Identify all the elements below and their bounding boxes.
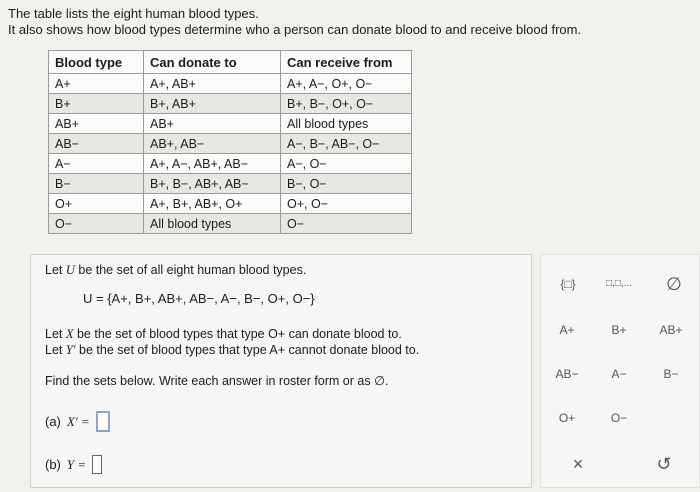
cell-blood-type: AB+ — [49, 114, 144, 134]
table-row — [49, 134, 412, 154]
cell-blood-type: O− — [49, 214, 144, 234]
palette-button-ab-pos[interactable]: AB+ — [659, 323, 683, 337]
cell-can-donate-to: A+, A−, AB+, AB− — [144, 154, 281, 174]
table-row — [49, 214, 412, 234]
table-row — [49, 94, 412, 114]
cell-can-receive-from: A−, O− — [281, 154, 412, 174]
cell-blood-type: O+ — [49, 194, 144, 214]
cell-can-donate-to: B+, AB+ — [144, 94, 281, 114]
header-can-receive-from: Can receive from — [281, 51, 412, 74]
header-can-donate-to: Can donate to — [144, 51, 281, 74]
palette-button-a-pos[interactable]: A+ — [559, 323, 575, 337]
part-b-answer-input[interactable] — [92, 455, 102, 474]
cell-can-donate-to: A+, B+, AB+, O+ — [144, 194, 281, 214]
cell-blood-type: B− — [49, 174, 144, 194]
table-row — [49, 194, 412, 214]
definition-y: Let Y′ be the set of blood types that type A+ cannot donate blood to. — [45, 343, 420, 357]
undo-icon[interactable]: ↺ — [656, 454, 672, 474]
cell-can-receive-from: B−, O− — [281, 174, 412, 194]
cell-blood-type: AB− — [49, 134, 144, 154]
question-panel — [30, 254, 532, 488]
palette-button-a-neg[interactable]: A− — [611, 367, 627, 381]
empty-set-button[interactable]: ∅ — [666, 274, 682, 294]
cell-can-receive-from: A−, B−, AB−, O− — [281, 134, 412, 154]
cell-can-donate-to: All blood types — [144, 214, 281, 234]
table-row — [49, 174, 412, 194]
cell-can-receive-from: O− — [281, 214, 412, 234]
cell-can-donate-to: AB+, AB− — [144, 134, 281, 154]
part-a-answer-input[interactable] — [96, 411, 110, 432]
blood-type-table — [48, 50, 412, 234]
table-row — [49, 74, 412, 94]
intro-text — [8, 6, 581, 38]
part-b-label: (b) — [45, 457, 61, 472]
intro-line-1: The table lists the eight human blood types. — [8, 6, 259, 21]
cell-can-receive-from: All blood types — [281, 114, 412, 134]
part-a-expression: X′ = — [66, 413, 90, 429]
header-blood-type: Blood type — [49, 51, 144, 74]
universe-set: U = {A+, B+, AB+, AB−, A−, B−, O+, O−} — [83, 291, 315, 306]
cell-blood-type: B+ — [49, 94, 144, 114]
set-x-symbol: X — [65, 327, 74, 341]
set-u-symbol: U — [65, 263, 75, 277]
palette-button-o-pos[interactable]: O+ — [558, 411, 576, 425]
cell-can-donate-to: B+, B−, AB+, AB− — [144, 174, 281, 194]
part-a-row — [45, 411, 110, 432]
table-row — [49, 114, 412, 134]
cell-can-donate-to: A+, AB+ — [144, 74, 281, 94]
cell-can-receive-from: A+, A−, O+, O− — [281, 74, 412, 94]
clear-icon[interactable]: × — [572, 454, 584, 474]
palette-button-o-neg[interactable]: O− — [610, 411, 628, 425]
cell-can-receive-from: O+, O− — [281, 194, 412, 214]
ellipsis-set-button[interactable]: □,□,... — [606, 278, 632, 289]
part-a-label: (a) — [45, 414, 61, 429]
input-palette — [540, 254, 700, 488]
set-y-symbol: Y′ — [65, 343, 76, 357]
part-b-expression: Y = — [66, 456, 87, 472]
intro-line-2: It also shows how blood types determine who a person can donate blood to and receive blood from. — [8, 22, 582, 37]
part-b-row — [45, 455, 102, 474]
cell-blood-type: A− — [49, 154, 144, 174]
cell-can-receive-from: B+, B−, O+, O− — [281, 94, 412, 114]
palette-button-b-pos[interactable]: B+ — [611, 323, 627, 337]
table-row — [49, 154, 412, 174]
definition-x: Let X be the set of blood types that type O+ can donate blood to. — [45, 327, 402, 341]
palette-button-ab-neg[interactable]: AB− — [555, 367, 579, 381]
cell-blood-type: A+ — [49, 74, 144, 94]
palette-button-b-neg[interactable]: B− — [663, 367, 679, 381]
instruction-text: Find the sets below. Write each answer in roster form or as ∅. — [45, 374, 389, 388]
table-header-row — [49, 51, 412, 74]
question-intro: Let U be the set of all eight human blood types. — [45, 263, 307, 277]
set-braces-button[interactable]: {□} — [560, 277, 576, 291]
cell-can-donate-to: AB+ — [144, 114, 281, 134]
